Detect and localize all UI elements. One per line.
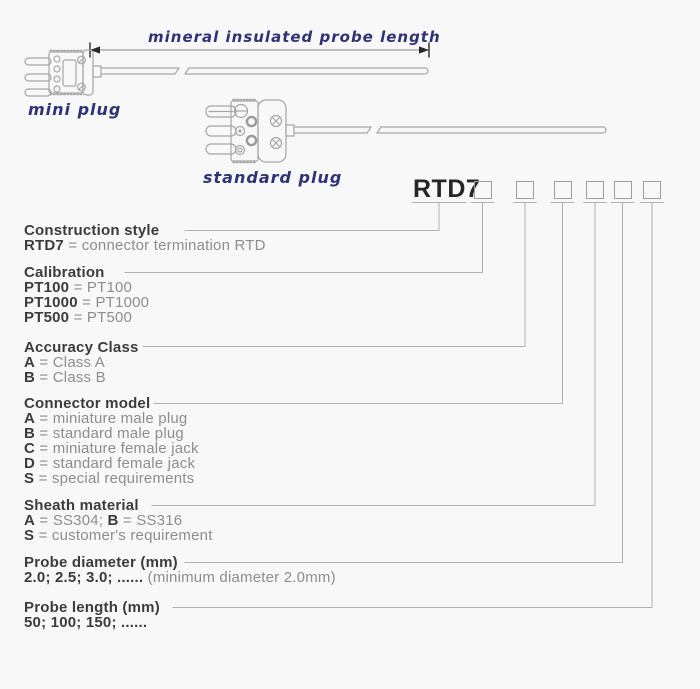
- code-description: (minimum diameter 2.0mm): [143, 569, 336, 586]
- code-description: =: [34, 470, 52, 487]
- code-definition-row: [24, 238, 266, 253]
- code-description: standard female jack: [52, 455, 196, 472]
- code-description: =: [34, 527, 52, 544]
- code-value: A: [24, 354, 36, 371]
- code-definition-row: [24, 615, 160, 630]
- code-value: 50; 100; 150; ......: [24, 614, 148, 631]
- code-description: standard male plug: [52, 425, 184, 442]
- code-definition-row: [24, 570, 336, 585]
- code-value: PT100: [24, 279, 70, 296]
- section-probe-diameter: [24, 555, 336, 585]
- code-box: [643, 181, 661, 199]
- section-connector-model: [24, 396, 199, 486]
- section-title: Accuracy Class: [24, 339, 139, 356]
- section-construction-style: [24, 223, 266, 253]
- code-description: miniature male plug: [52, 410, 188, 427]
- code-description: PT100: [86, 279, 133, 296]
- code-box: [474, 181, 492, 199]
- code-definition-row: [24, 456, 199, 471]
- code-box: [554, 181, 572, 199]
- section-calibration: [24, 265, 149, 325]
- code-value: C: [24, 440, 36, 457]
- code-description: PT1000: [95, 294, 150, 311]
- code-box: [586, 181, 604, 199]
- code-description: special requirements: [51, 470, 195, 487]
- section-probe-length: [24, 600, 160, 630]
- code-value: A: [24, 410, 36, 427]
- code-definition-row: [24, 370, 139, 385]
- code-value: S: [24, 470, 35, 487]
- code-definition-row: [24, 471, 199, 486]
- code-box: [614, 181, 632, 199]
- section-title: Construction style: [24, 222, 160, 239]
- code-description: =: [69, 309, 87, 326]
- code-description: Class A: [52, 354, 106, 371]
- code-description: =: [63, 237, 82, 254]
- standard-plug-drawing: [206, 100, 606, 163]
- code-description: = SS316: [118, 512, 183, 529]
- code-description: Class B: [52, 369, 106, 386]
- code-description: =: [35, 440, 53, 457]
- mini-plug-label: mini plug: [28, 100, 122, 119]
- code-description: =: [69, 279, 87, 296]
- code-description: connector termination RTD: [81, 237, 266, 254]
- code-value: PT1000: [24, 294, 78, 311]
- code-description: miniature female jack: [52, 440, 199, 457]
- code-value: B: [107, 512, 119, 529]
- code-definition-row: [24, 441, 199, 456]
- code-definition-row: [24, 513, 213, 528]
- code-definition-row: [24, 295, 149, 310]
- standard-plug-label: standard plug: [203, 168, 343, 187]
- section-title: Calibration: [24, 264, 105, 281]
- code-value: 2.0; 2.5; 3.0; ......: [24, 569, 144, 586]
- code-description: =: [35, 354, 53, 371]
- section-accuracy-class: [24, 340, 139, 385]
- code-definition-row: [24, 355, 139, 370]
- code-definition-row: [24, 411, 199, 426]
- code-description: =: [77, 294, 96, 311]
- code-description: =: [35, 410, 53, 427]
- code-description: =: [35, 455, 53, 472]
- code-value: D: [24, 455, 36, 472]
- code-prefix: RTD7: [413, 175, 481, 203]
- code-value: B: [24, 369, 36, 386]
- code-description: =: [35, 369, 53, 386]
- code-definition-row: [24, 310, 149, 325]
- mini-plug-drawing: [25, 50, 428, 96]
- code-value: RTD7: [24, 237, 64, 254]
- connector-lines: [125, 203, 664, 608]
- code-description: customer's requirement: [51, 527, 213, 544]
- code-description: PT500: [86, 309, 133, 326]
- section-title: Probe diameter (mm): [24, 554, 178, 571]
- section-title: Sheath material: [24, 497, 139, 514]
- dimension-label: mineral insulated probe length: [148, 28, 441, 46]
- section-sheath-material: [24, 498, 213, 543]
- code-value: B: [24, 425, 36, 442]
- code-definition-row: [24, 426, 199, 441]
- code-description: =: [35, 425, 53, 442]
- section-title: Connector model: [24, 395, 151, 412]
- code-box: [516, 181, 534, 199]
- code-value: A: [24, 512, 36, 529]
- code-description: = SS304;: [35, 512, 108, 529]
- code-value: PT500: [24, 309, 70, 326]
- code-definition-row: [24, 280, 149, 295]
- section-title: Probe length (mm): [24, 599, 160, 616]
- code-value: S: [24, 527, 35, 544]
- code-definition-row: [24, 528, 213, 543]
